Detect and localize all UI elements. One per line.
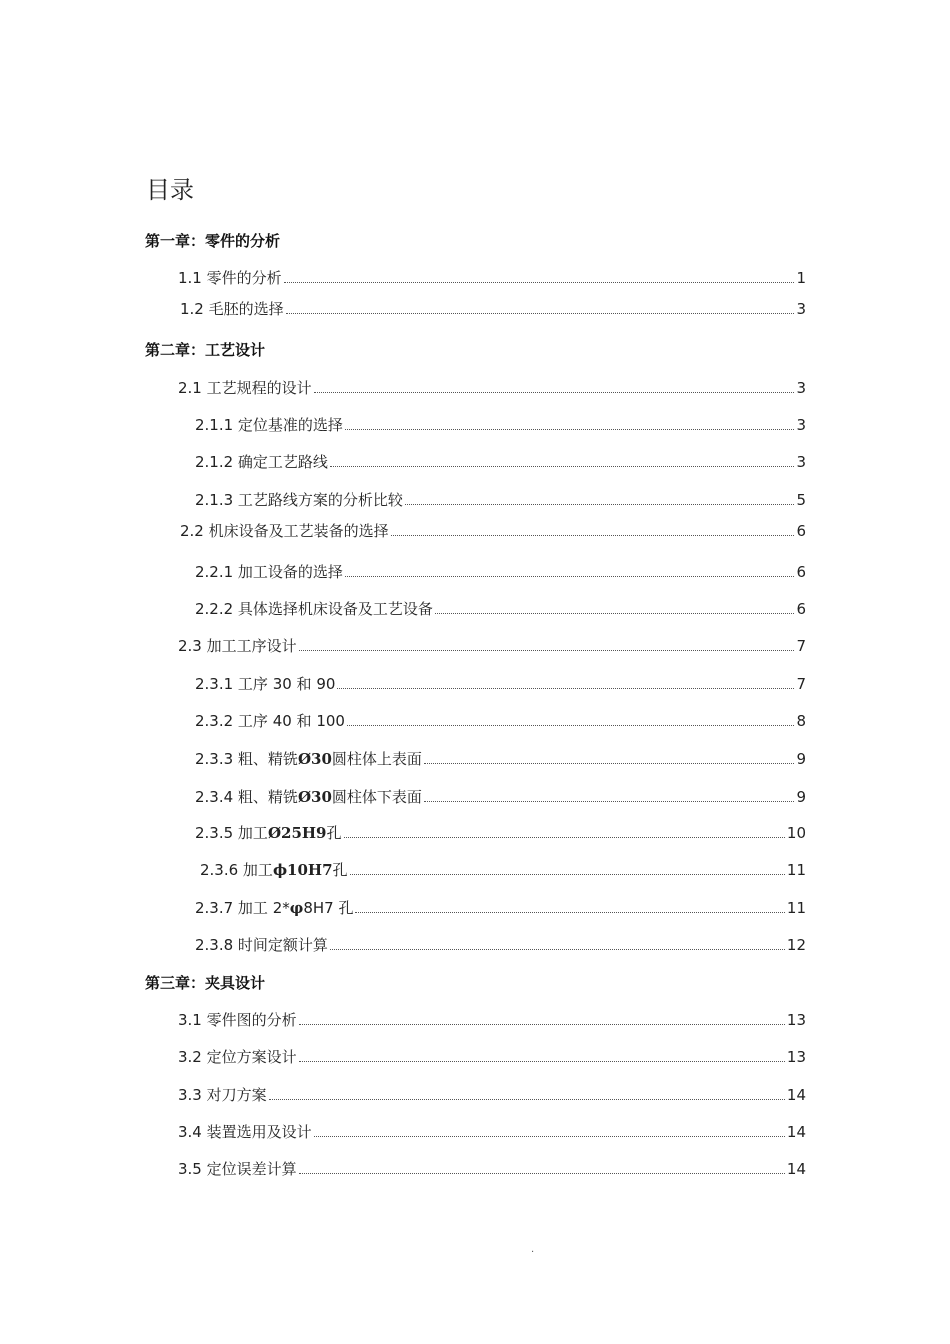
- dot-leader: [286, 313, 795, 314]
- toc-entry[interactable]: [178, 1009, 806, 1031]
- toc-entry-page: 1: [796, 269, 806, 287]
- dot-leader: [347, 725, 794, 726]
- toc-entry[interactable]: [178, 1046, 806, 1068]
- toc-entry[interactable]: [178, 635, 806, 657]
- dot-leader: [435, 613, 795, 614]
- toc-entry-page: 14: [786, 1086, 806, 1104]
- dot-leader: [344, 837, 785, 838]
- toc-entry[interactable]: [180, 298, 806, 320]
- toc-entry-page: 8: [796, 712, 806, 730]
- dot-leader: [299, 1061, 785, 1062]
- toc-entry-page: 12: [786, 936, 806, 954]
- diameter-symbol-text: ϕ10H7: [272, 861, 333, 879]
- toc-entry-label: 2.3.2 工序 40 和 100: [195, 712, 345, 730]
- chapter-heading: 第三章：夹具设计: [145, 974, 266, 992]
- toc-entry-label: 2.3.8 时间定额计算: [195, 936, 328, 954]
- toc-entry[interactable]: [195, 710, 806, 732]
- toc-entry-page: 6: [796, 522, 806, 540]
- toc-entry-page: 10: [786, 824, 806, 842]
- toc-entry-label: 2.1.1 定位基准的选择: [195, 416, 343, 434]
- toc-entry[interactable]: [178, 267, 806, 289]
- dot-leader: [424, 801, 795, 802]
- dot-leader: [299, 1024, 785, 1025]
- toc-entry[interactable]: [195, 786, 806, 808]
- toc-entry[interactable]: [195, 414, 806, 436]
- dot-leader: [314, 392, 795, 393]
- toc-entry-label: 2.1.2 确定工艺路线: [195, 453, 328, 471]
- toc-entry-label: 1.2 毛胚的选择: [180, 300, 284, 318]
- toc-entry-label: 2.2.2 具体选择机床设备及工艺设备: [195, 600, 433, 618]
- chapter-heading: 第二章：工艺设计: [145, 341, 266, 359]
- toc-entry[interactable]: [195, 451, 806, 473]
- dot-leader: [330, 466, 795, 467]
- toc-entry-label: 2.3.7 加工 2*φ8H7 孔: [195, 899, 354, 917]
- toc-entry-page: 13: [786, 1011, 806, 1029]
- dot-leader: [391, 535, 795, 536]
- toc-entry-label: 3.1 零件图的分析: [178, 1011, 297, 1029]
- toc-entry[interactable]: [195, 822, 806, 844]
- dot-leader: [269, 1099, 785, 1100]
- toc-entry-page: 3: [796, 300, 806, 318]
- diameter-symbol-text: Ø30: [297, 750, 332, 768]
- diameter-symbol-text: φ: [289, 899, 304, 917]
- toc-entry-page: 3: [796, 416, 806, 434]
- toc-entry-page: 3: [796, 379, 806, 397]
- toc-entry[interactable]: [200, 859, 806, 881]
- toc-entry-page: 11: [786, 861, 806, 879]
- toc-entry-label: 2.3 加工工序设计: [178, 637, 297, 655]
- dot-leader: [345, 429, 795, 430]
- toc-entry-page: 7: [796, 675, 806, 693]
- toc-entry-label: 2.3.6 加工ϕ10H7孔: [200, 861, 348, 879]
- toc-entry-label: 1.1 零件的分析: [178, 269, 282, 287]
- page-title: 目录: [146, 176, 194, 204]
- chapter-heading: 第一章：零件的分析: [145, 232, 281, 250]
- toc-entry-label: 3.2 定位方案设计: [178, 1048, 297, 1066]
- toc-entry[interactable]: [195, 748, 806, 770]
- toc-entry-page: 14: [786, 1160, 806, 1178]
- toc-entry-label: 2.3.1 工序 30 和 90: [195, 675, 336, 693]
- toc-entry[interactable]: [178, 1084, 806, 1106]
- toc-entry-label: 2.1.3 工艺路线方案的分析比较: [195, 491, 403, 509]
- toc-entry-page: 6: [796, 600, 806, 618]
- dot-leader: [299, 650, 795, 651]
- toc-entry[interactable]: [178, 1158, 806, 1180]
- toc-entry[interactable]: [195, 489, 806, 511]
- diameter-symbol-text: Ø30: [297, 788, 332, 806]
- toc-entry-label: 3.3 对刀方案: [178, 1086, 267, 1104]
- toc-entry-page: 9: [796, 750, 806, 768]
- toc-entry-label: 3.5 定位误差计算: [178, 1160, 297, 1178]
- toc-entry[interactable]: [178, 377, 806, 399]
- dot-leader: [345, 576, 795, 577]
- toc-entry-label: 3.4 装置选用及设计: [178, 1123, 312, 1141]
- dot-leader: [355, 912, 784, 913]
- toc-entry[interactable]: [195, 897, 806, 919]
- toc-entry[interactable]: [195, 673, 806, 695]
- toc-entry-label: 2.2 机床设备及工艺装备的选择: [180, 522, 389, 540]
- toc-entry-label: 2.2.1 加工设备的选择: [195, 563, 343, 581]
- dot-leader: [350, 874, 785, 875]
- dot-leader: [337, 688, 794, 689]
- toc-entry-label: 2.3.3 粗、精铣Ø30圆柱体上表面: [195, 750, 422, 768]
- toc-entry[interactable]: [195, 934, 806, 956]
- footer-mark: .: [531, 1244, 535, 1255]
- toc-entry-label: 2.3.4 粗、精铣Ø30圆柱体下表面: [195, 788, 422, 806]
- toc-entry-page: 11: [786, 899, 806, 917]
- toc-entry-page: 5: [796, 491, 806, 509]
- dot-leader: [330, 949, 785, 950]
- toc-entry-page: 3: [796, 453, 806, 471]
- toc-entry[interactable]: [180, 520, 806, 542]
- toc-entry[interactable]: [195, 561, 806, 583]
- toc-entry-page: 7: [796, 637, 806, 655]
- toc-entry-page: 9: [796, 788, 806, 806]
- toc-entry-page: 6: [796, 563, 806, 581]
- toc-entry-page: 13: [786, 1048, 806, 1066]
- toc-entry[interactable]: [195, 598, 806, 620]
- toc-entry[interactable]: [178, 1121, 806, 1143]
- dot-leader: [299, 1173, 785, 1174]
- dot-leader: [405, 504, 795, 505]
- dot-leader: [284, 282, 795, 283]
- dot-leader: [314, 1136, 785, 1137]
- toc-entry-label: 2.3.5 加工Ø25H9孔: [195, 824, 342, 842]
- dot-leader: [424, 763, 795, 764]
- toc-entry-page: 14: [786, 1123, 806, 1141]
- toc-entry-label: 2.1 工艺规程的设计: [178, 379, 312, 397]
- diameter-symbol-text: Ø25H9: [267, 824, 327, 842]
